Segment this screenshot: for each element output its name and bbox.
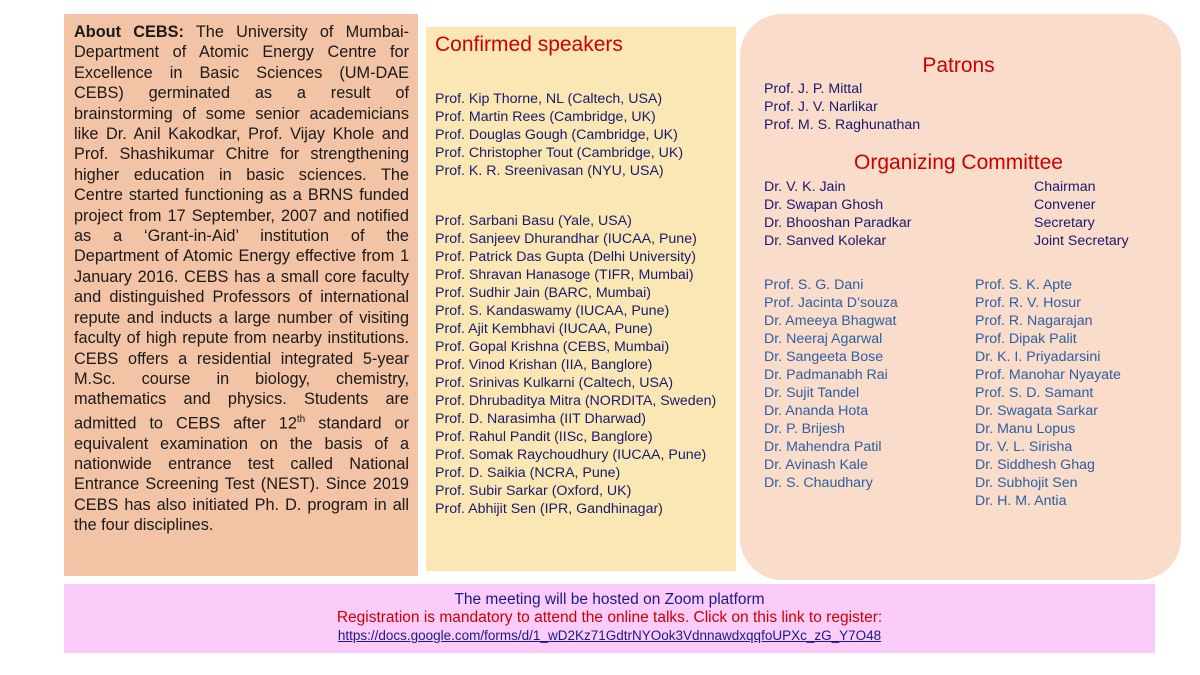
about-superscript: th (296, 413, 306, 425)
committee-member: Prof. R. V. Hosur (975, 295, 1081, 311)
committee-member: Prof. S. K. Apte (975, 277, 1072, 293)
speaker-item: Prof. Martin Rees (Cambridge, UK) (435, 109, 656, 125)
registration-footer (64, 584, 1155, 653)
committee-member: Dr. Sangeeta Bose (764, 349, 884, 365)
speaker-item: Prof. Somak Raychoudhury (IUCAA, Pune) (435, 447, 707, 463)
officer-role: Joint Secretary (1034, 233, 1129, 249)
confirmed-speakers-box (426, 27, 736, 571)
committee-member: Dr. K. I. Priyadarsini (975, 349, 1101, 365)
officer-row (764, 232, 1164, 250)
committee-member: Prof. Dipak Palit (975, 331, 1077, 347)
committee-member: Dr. Neeraj Agarwal (764, 331, 883, 347)
officer-name: Dr. Bhooshan Paradkar (764, 215, 912, 231)
committee-member: Dr. Ananda Hota (764, 403, 869, 419)
committee-member: Prof. S. G. Dani (764, 277, 864, 293)
officer-row (764, 196, 1164, 214)
committee-member: Dr. S. Chaudhary (764, 475, 873, 491)
speaker-item: Prof. Vinod Krishan (IIA, Banglore) (435, 357, 653, 373)
patrons-title: Patrons (922, 54, 995, 77)
speaker-item: Prof. Abhijit Sen (IPR, Gandhinagar) (435, 501, 663, 517)
officer-name: Dr. Swapan Ghosh (764, 197, 884, 213)
about-cebs-box (64, 14, 418, 576)
speaker-item: Prof. Kip Thorne, NL (Caltech, USA) (435, 91, 663, 107)
committee-member: Dr. Ameeya Bhagwat (764, 313, 897, 329)
officer-role: Chairman (1034, 179, 1096, 195)
speaker-item: Prof. Douglas Gough (Cambridge, UK) (435, 127, 678, 143)
speaker-item: Prof. Sudhir Jain (BARC, Mumbai) (435, 285, 652, 301)
speaker-item: Prof. D. Narasimha (IIT Dharwad) (435, 411, 647, 427)
patrons-list (764, 80, 920, 134)
patron-item: Prof. M. S. Raghunathan (764, 117, 921, 133)
speaker-item: Prof. S. Kandaswamy (IUCAA, Pune) (435, 303, 670, 319)
committee-member: Prof. R. Nagarajan (975, 313, 1093, 329)
organizing-committee-title: Organizing Committee (854, 151, 1063, 174)
members-list-col2 (975, 276, 1121, 510)
speaker-item: Prof. D. Saikia (NCRA, Pune) (435, 465, 621, 481)
committee-member: Dr. Mahendra Patil (764, 439, 882, 455)
speaker-item: Prof. Shravan Hanasoge (TIFR, Mumbai) (435, 267, 694, 283)
committee-member: Dr. Subhojit Sen (975, 475, 1078, 491)
speaker-item: Prof. Sarbani Basu (Yale, USA) (435, 213, 632, 229)
zoom-notice: The meeting will be hosted on Zoom platform (454, 591, 765, 608)
officer-row (764, 214, 1164, 232)
speaker-item: Prof. Ajit Kembhavi (IUCAA, Pune) (435, 321, 653, 337)
committee-member: Dr. Siddhesh Ghag (975, 457, 1095, 473)
about-text-after: standard or equivalent examination on the basis of a nationwide entrance test called National Entrance Screening Test (NEST). Since 2019 CEBS has also initiated Ph. D. program in all the four disciplines. (74, 414, 409, 535)
committee-member: Dr. Avinash Kale (764, 457, 868, 473)
officers-list (764, 178, 1164, 250)
committee-member: Prof. Manohar Nyayate (975, 367, 1121, 383)
committee-panel (740, 14, 1181, 580)
patron-item: Prof. J. V. Narlikar (764, 99, 878, 115)
members-list-col1 (764, 276, 898, 492)
registration-notice: Registration is mandatory to attend the online talks. Click on this link to register: (336, 609, 883, 626)
committee-member: Prof. S. D. Samant (975, 385, 1094, 401)
speaker-item: Prof. Rahul Pandit (IISc, Banglore) (435, 429, 653, 445)
committee-member: Dr. Manu Lopus (975, 421, 1076, 437)
registration-link[interactable]: https://docs.google.com/forms/d/1_wD2Kz71GdtrNYOok3VdnnawdxqqfoUPXc_zG_Y7O48 (337, 628, 882, 643)
speakers-title: Confirmed speakers (435, 33, 623, 56)
officer-row (764, 178, 1164, 196)
officer-role: Convener (1034, 197, 1096, 213)
speaker-item: Prof. Sanjeev Dhurandhar (IUCAA, Pune) (435, 231, 697, 247)
committee-member: Dr. P. Brijesh (764, 421, 845, 437)
speaker-item: Prof. Patrick Das Gupta (Delhi University) (435, 249, 696, 265)
officer-role: Secretary (1034, 215, 1095, 231)
about-text: The University of Mumbai-Department of Atomic Energy Centre for Excellence in Basic Sciences (UM-DAE CEBS) germinated as a result of brainstorming of some senior academicians like Dr. Anil Kakodkar, Prof. Vijay Khole and Prof. Shashikumar Chitre for strengthening higher education in basic sciences. The Centre started functioning as a BRNS funded project from 17 September, 2007 and notified as a ‘Grant-in-Aid’ institution of the Department of Atomic Energy effective from 1 January 2016. CEBS has a small core faculty and distinguished Professors of international repute and inducts a large number of visiting faculty of high repute from nearby institutions. CEBS offers a residential integrated 5-year M.Sc. course in biology, chemistry, mathematics and physics. Students are admitted to CEBS after 12 (74, 23, 409, 433)
patron-item: Prof. J. P. Mittal (764, 81, 863, 97)
speaker-item: Prof. Srinivas Kulkarni (Caltech, USA) (435, 375, 674, 391)
speaker-item: Prof. Dhrubaditya Mitra (NORDITA, Sweden) (435, 393, 717, 409)
speaker-item: Prof. Gopal Krishna (CEBS, Mumbai) (435, 339, 670, 355)
speakers-list-primary (435, 90, 736, 180)
speaker-item: Prof. K. R. Sreenivasan (NYU, USA) (435, 163, 664, 179)
speaker-item: Prof. Christopher Tout (Cambridge, UK) (435, 145, 684, 161)
officer-name: Dr. Sanved Kolekar (764, 233, 887, 249)
speaker-item: Prof. Subir Sarkar (Oxford, UK) (435, 483, 632, 499)
committee-member: Dr. V. L. Sirisha (975, 439, 1073, 455)
committee-member: Prof. Jacinta D’souza (764, 295, 898, 311)
committee-member: Dr. H. M. Antia (975, 493, 1067, 509)
committee-member: Dr. Padmanabh Rai (764, 367, 888, 383)
committee-member: Dr. Sujit Tandel (764, 385, 860, 401)
officer-name: Dr. V. K. Jain (764, 179, 846, 195)
about-label: About CEBS: (74, 23, 184, 41)
speakers-list-secondary (435, 212, 736, 518)
committee-member: Dr. Swagata Sarkar (975, 403, 1099, 419)
